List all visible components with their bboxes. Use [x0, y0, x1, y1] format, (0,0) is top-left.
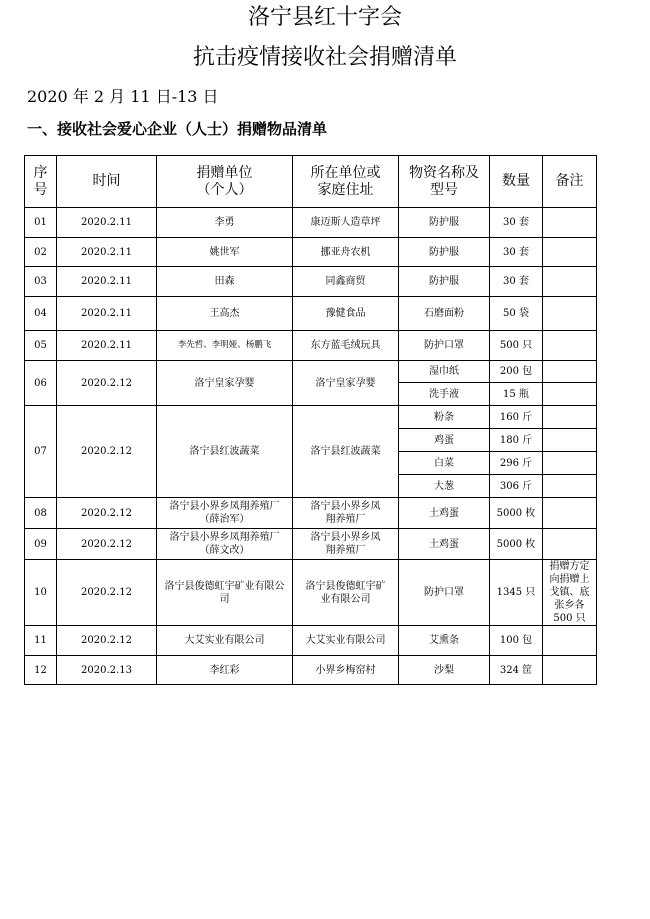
table-row: [25, 560, 597, 626]
cell-address: 洛宁县小界乡凤翔养殖厂: [293, 498, 399, 529]
cell-address: 洛宁皇家孕婴: [293, 361, 399, 406]
cell-seq: 02: [25, 238, 57, 267]
col-header-address: 所在单位或家庭住址: [293, 156, 399, 208]
date-range: 2020 年 2 月 11 日-13 日: [27, 87, 219, 106]
cell-note: [543, 498, 597, 529]
cell-time: 2020.2.11: [57, 297, 157, 331]
cell-address: 康迈斯人造草坪: [293, 208, 399, 238]
cell-time: 2020.2.12: [57, 361, 157, 406]
cell-seq: 05: [25, 331, 57, 361]
cell-note: [543, 297, 597, 331]
cell-address: 洛宁县红波蔬菜: [293, 406, 399, 498]
cell-qty: 15 瓶: [490, 383, 543, 406]
table-row: [25, 208, 597, 238]
cell-address: 挪亚舟农机: [293, 238, 399, 267]
cell-seq: 07: [25, 406, 57, 498]
cell-address: 大艾实业有限公司: [293, 626, 399, 656]
cell-qty: 100 包: [490, 626, 543, 656]
cell-qty: 30 套: [490, 208, 543, 238]
cell-seq: 08: [25, 498, 57, 529]
cell-note: [543, 626, 597, 656]
cell-address: 小界乡梅窑村: [293, 656, 399, 685]
cell-item: 土鸡蛋: [399, 498, 490, 529]
cell-qty: 296 斤: [490, 452, 543, 475]
cell-note: [543, 406, 597, 429]
section-heading: 一、接收社会爱心企业（人士）捐赠物品清单: [27, 120, 328, 138]
cell-seq: 06: [25, 361, 57, 406]
cell-donor: 田森: [157, 267, 293, 297]
cell-time: 2020.2.12: [57, 560, 157, 626]
cell-time: 2020.2.11: [57, 208, 157, 238]
cell-item: 大葱: [399, 475, 490, 498]
cell-item: 土鸡蛋: [399, 529, 490, 560]
cell-address: 洛宁县小界乡凤翔养殖厂: [293, 529, 399, 560]
cell-item: 粉条: [399, 406, 490, 429]
cell-note: 捐赠方定向捐赠上戈镇、底张乡各 500 只: [543, 560, 597, 626]
cell-address: 豫健食品: [293, 297, 399, 331]
cell-donor: 洛宁皇家孕婴: [157, 361, 293, 406]
col-header-qty: 数量: [490, 156, 543, 208]
cell-note: [543, 267, 597, 297]
cell-item: 石磨面粉: [399, 297, 490, 331]
cell-time: 2020.2.12: [57, 626, 157, 656]
cell-seq: 04: [25, 297, 57, 331]
table-row: [25, 238, 597, 267]
cell-item: 沙梨: [399, 656, 490, 685]
cell-note: [543, 331, 597, 361]
cell-donor: 洛宁县红波蔬菜: [157, 406, 293, 498]
cell-seq: 01: [25, 208, 57, 238]
cell-qty: 160 斤: [490, 406, 543, 429]
cell-qty: 500 只: [490, 331, 543, 361]
cell-note: [543, 361, 597, 383]
col-header-seq: 序号: [25, 156, 57, 208]
cell-qty: 5000 枚: [490, 529, 543, 560]
cell-qty: 200 包: [490, 361, 543, 383]
col-header-note: 备注: [543, 156, 597, 208]
cell-time: 2020.2.13: [57, 656, 157, 685]
cell-note: [543, 429, 597, 452]
cell-qty: 180 斤: [490, 429, 543, 452]
cell-qty: 5000 枚: [490, 498, 543, 529]
cell-donor: 洛宁县小界乡凤翔养殖厂（薛治军）: [157, 498, 293, 529]
cell-time: 2020.2.12: [57, 406, 157, 498]
cell-item: 防护口罩: [399, 331, 490, 361]
col-header-item: 物资名称及型号: [399, 156, 490, 208]
cell-address: 同鑫商贸: [293, 267, 399, 297]
cell-donor: 洛宁县俊德虹宇矿业有限公司: [157, 560, 293, 626]
cell-qty: 1345 只: [490, 560, 543, 626]
cell-donor: 李勇: [157, 208, 293, 238]
table-row: [25, 498, 597, 529]
table-row: [25, 267, 597, 297]
table-row: [25, 331, 597, 361]
cell-item: 洗手液: [399, 383, 490, 406]
cell-donor: 李先哲、李明娅、杨鹏飞: [157, 331, 293, 361]
table-header-row: [25, 156, 597, 208]
cell-time: 2020.2.11: [57, 267, 157, 297]
cell-qty: 30 套: [490, 238, 543, 267]
cell-qty: 306 斤: [490, 475, 543, 498]
cell-donor: 姚世军: [157, 238, 293, 267]
donation-table: [24, 155, 597, 685]
table-row: [25, 656, 597, 685]
cell-donor: 王高杰: [157, 297, 293, 331]
cell-seq: 12: [25, 656, 57, 685]
cell-donor: 洛宁县小界乡凤翔养殖厂（薛文改）: [157, 529, 293, 560]
table-row: [25, 297, 597, 331]
cell-time: 2020.2.11: [57, 331, 157, 361]
cell-seq: 09: [25, 529, 57, 560]
cell-seq: 11: [25, 626, 57, 656]
cell-qty: 50 袋: [490, 297, 543, 331]
cell-address: 洛宁县俊德虹宇矿业有限公司: [293, 560, 399, 626]
cell-donor: 李红彩: [157, 656, 293, 685]
page-title: 洛宁县红十字会: [247, 5, 402, 30]
page-subtitle: 抗击疫情接收社会捐赠清单: [192, 45, 457, 70]
cell-seq: 03: [25, 267, 57, 297]
cell-note: [543, 452, 597, 475]
cell-item: 鸡蛋: [399, 429, 490, 452]
cell-note: [543, 656, 597, 685]
cell-qty: 324 筐: [490, 656, 543, 685]
cell-time: 2020.2.12: [57, 498, 157, 529]
col-header-time: 时间: [57, 156, 157, 208]
cell-item: 防护口罩: [399, 560, 490, 626]
cell-address: 东方蓝毛绒玩具: [293, 331, 399, 361]
table-row: [25, 529, 597, 560]
cell-time: 2020.2.12: [57, 529, 157, 560]
cell-time: 2020.2.11: [57, 238, 157, 267]
table-row: [25, 406, 597, 429]
table-row: [25, 361, 597, 383]
table-row: [25, 626, 597, 656]
cell-item: 艾熏条: [399, 626, 490, 656]
cell-item: 防护服: [399, 238, 490, 267]
cell-donor: 大艾实业有限公司: [157, 626, 293, 656]
cell-note: [543, 475, 597, 498]
cell-item: 防护服: [399, 208, 490, 238]
cell-qty: 30 套: [490, 267, 543, 297]
cell-note: [543, 238, 597, 267]
cell-note: [543, 529, 597, 560]
cell-note: [543, 208, 597, 238]
cell-seq: 10: [25, 560, 57, 626]
cell-item: 白菜: [399, 452, 490, 475]
cell-note: [543, 383, 597, 406]
cell-item: 湿巾纸: [399, 361, 490, 383]
col-header-donor: 捐赠单位（个人）: [157, 156, 293, 208]
cell-item: 防护服: [399, 267, 490, 297]
